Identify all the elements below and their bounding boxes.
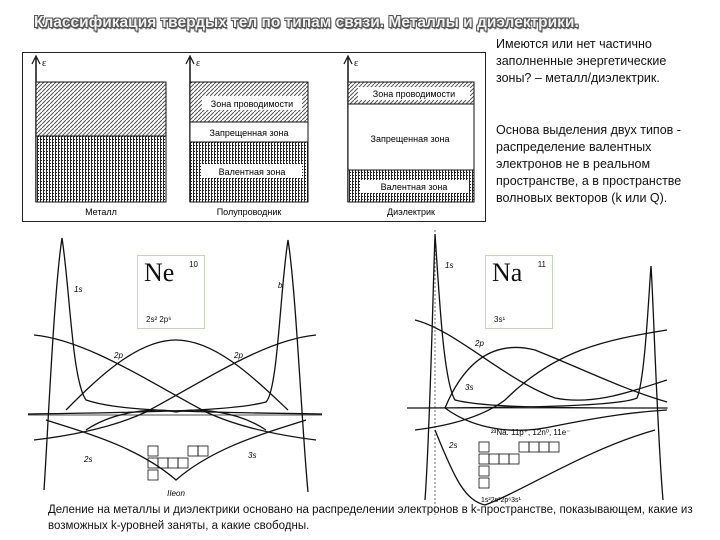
caption-text: Деление на металлы и диэлектрики основано на распределении электронов в k-пространстве, показывающем, какие из возможных k-уровней заняты, а какие свободны.	[48, 504, 693, 532]
axis-label-metal: ε	[42, 58, 47, 69]
ne-label-2s: 2s	[84, 455, 93, 464]
dielectric-valence-label: Валентная зона	[380, 182, 448, 192]
dielectric-caption: Диэлектрик	[387, 207, 435, 217]
ne-atomic-number: 10	[189, 260, 198, 269]
ne-label-2p-left: 2p	[114, 351, 123, 360]
na-configuration: 3s¹	[494, 315, 506, 324]
semiconductor-conduction-label: Зона проводимости	[210, 99, 294, 109]
semiconductor-gap-label: Запрещенная зона	[209, 128, 289, 138]
na-label-2s: 2s	[449, 441, 458, 450]
ne-label-b: b	[278, 281, 283, 290]
side-text-question: Имеются или нет частично заполненные энергетические зоны? – металл/диэлектрик.	[496, 37, 667, 85]
semiconductor-caption: Полупроводник	[216, 207, 282, 217]
na-atomic-number: 11	[537, 260, 546, 269]
metal-caption: Металл	[85, 207, 117, 217]
ne-element-card	[137, 255, 205, 329]
na-orbital-diagram	[479, 442, 559, 488]
na-label-2p: 2p	[475, 339, 484, 348]
ne-label-3s: 3s	[248, 451, 257, 460]
side-text-basis: Основа выделения двух типов - распределение валентных электронов не в реальном пространстве, а в пространстве волновых векторов (k или Q).	[496, 123, 682, 205]
ne-symbol: Ne	[144, 258, 175, 287]
ne-label-1s: 1s	[74, 285, 83, 294]
dielectric-gap-label: Запрещенная зона	[370, 134, 450, 144]
axis-label-semiconductor: ε	[196, 58, 201, 69]
na-label-1s: 1s	[445, 261, 454, 270]
na-element-card	[485, 255, 553, 329]
ne-configuration: 2s² 2p⁶	[146, 315, 172, 324]
na-symbol: Na	[492, 258, 523, 287]
na-label-3s: 3s	[465, 383, 474, 392]
ne-label-2p-right: 2p	[234, 351, 243, 360]
ne-label-bottom: IIeon	[167, 489, 185, 498]
semiconductor-valence-label: Валентная зона	[218, 167, 286, 177]
band-diagram	[22, 52, 486, 222]
axis-label-dielectric: ε	[354, 58, 359, 69]
na-config-line: 1s²2s²2p⁶3s¹	[481, 497, 521, 504]
slide-title: Классификация твердых тел по типам связи. Металлы и диэлектрики.	[34, 14, 579, 31]
dielectric-conduction-label: Зона проводимости	[372, 89, 456, 99]
na-formula: ²³Na. 11p⁺, 12n⁰, 11e⁻	[491, 428, 571, 437]
